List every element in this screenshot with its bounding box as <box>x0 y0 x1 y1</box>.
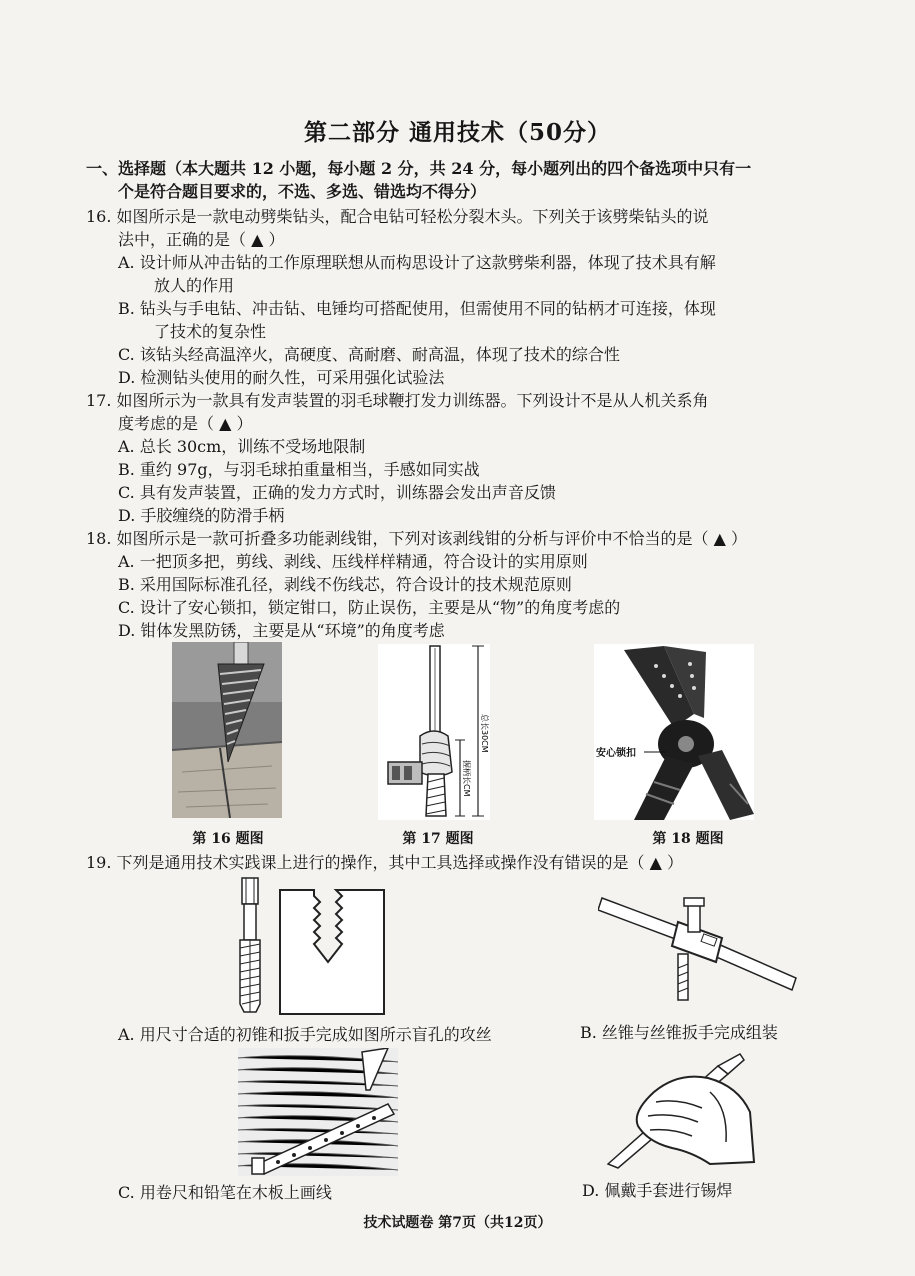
dim-handle-label: 握柄长CM <box>462 760 471 797</box>
figure-19c-tape-measure <box>238 1048 398 1176</box>
figure-18-caption: 第 18 题图 <box>652 831 724 847</box>
q16-option-b-1: B. 钻头与手电钻、冲击钻、电锤均可搭配使用，但需使用不同的钻柄才可连接，体现 <box>118 299 716 318</box>
q16-stem-2: 法中，正确的是（ ▲ ） <box>118 230 285 249</box>
dim-total-label: 总长30CM <box>480 714 489 753</box>
figure-18-wire-stripper <box>594 644 754 820</box>
q16-option-d: D. 检测钻头使用的耐久性，可采用强化试验法 <box>118 368 445 387</box>
figure-16-caption: 第 16 题图 <box>192 831 264 847</box>
q17-option-b: B. 重约 97g，与羽毛球拍重量相当，手感如同实战 <box>118 460 480 479</box>
q16-stem-1: 16. 如图所示是一款电动劈柴钻头，配合电钻可轻松分裂木头。下列关于该劈柴钻头的说 <box>86 207 709 226</box>
figure-17-caption: 第 17 题图 <box>402 831 474 847</box>
page-title: 第二部分 通用技术（50分） <box>303 119 611 146</box>
q18-option-d: D. 钳体发黑防锈，主要是从“环境”的角度考虑 <box>118 621 445 640</box>
figure-19d-soldering-glove <box>598 1052 766 1170</box>
figure-17-trainer <box>378 644 490 820</box>
q18-stem: 18. 如图所示是一款可折叠多功能剥线钳，下列对该剥线钳的分析与评价中不恰当的是（ ▲ ） <box>86 529 748 548</box>
figure-19b-tap-wrench <box>598 878 798 1014</box>
q19-option-c: C. 用卷尺和铅笔在木板上画线 <box>118 1183 332 1202</box>
q19-stem: 19. 下列是通用技术实践课上进行的操作，其中工具选择或操作没有错误的是（ ▲ ） <box>86 853 684 872</box>
section-heading-line2: 个是符合题目要求的，不选、多选、错选均不得分） <box>118 182 487 201</box>
q18-option-c: C. 设计了安心锁扣，锁定钳口，防止误伤，主要是从“物”的角度考虑的 <box>118 598 621 617</box>
figure-19a-tap-blind-hole <box>232 876 392 1016</box>
page-footer: 技术试题卷 第7页（共12页） <box>363 1215 552 1231</box>
q17-option-a: A. 总长 30cm，训练不受场地限制 <box>118 437 366 456</box>
q18-option-a: A. 一把顶多把，剪线、剥线、压线样样精通，符合设计的实用原则 <box>118 552 588 571</box>
q18-option-b: B. 采用国际标准孔径，剥线不伤线芯，符合设计的技术规范原则 <box>118 575 572 594</box>
q19-option-b: B. 丝锥与丝锥扳手完成组装 <box>580 1023 778 1042</box>
q16-option-a-2: 放人的作用 <box>154 276 235 295</box>
q17-stem-2: 度考虑的是（ ▲ ） <box>118 414 253 433</box>
q19-option-a: A. 用尺寸合适的初锥和扳手完成如图所示盲孔的攻丝 <box>118 1025 492 1044</box>
q16-option-c: C. 该钻头经高温淬火，高硬度、高耐磨、耐高温，体现了技术的综合性 <box>118 345 620 364</box>
q16-option-b-2: 了技术的复杂性 <box>154 322 267 341</box>
q17-option-d: D. 手胶缠绕的防滑手柄 <box>118 506 285 525</box>
q16-option-a-1: A. 设计师从冲击钻的工作原理联想从而构思设计了这款劈柴利器，体现了技术具有解 <box>118 253 716 272</box>
section-heading-line1: 一、选择题（本大题共 12 小题，每小题 2 分，共 24 分，每小题列出的四个备选项中只有一 <box>86 159 752 178</box>
q17-stem-1: 17. 如图所示为一款具有发声装置的羽毛球鞭打发力训练器。下列设计不是从人机关系角 <box>86 391 709 410</box>
q19-option-d: D. 佩戴手套进行锡焊 <box>582 1181 733 1200</box>
q17-option-c: C. 具有发声装置，正确的发力方式时，训练器会发出声音反馈 <box>118 483 556 502</box>
lock-label: 安心锁扣 <box>596 748 636 759</box>
figure-16-drill-bit <box>172 642 282 818</box>
